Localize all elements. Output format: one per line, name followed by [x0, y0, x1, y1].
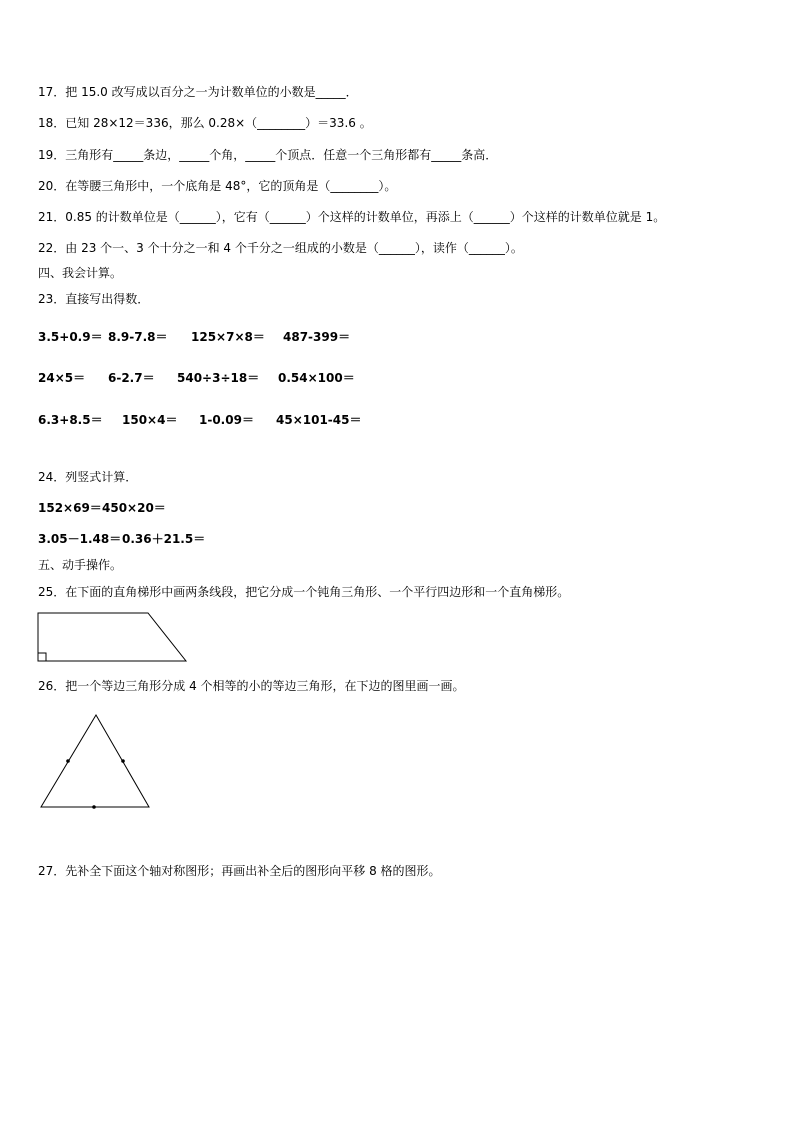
- calc-item: 6.3+8.5＝: [38, 413, 103, 427]
- trapezoid-outline: [38, 613, 186, 661]
- calc-item: 1-0.09＝: [199, 413, 254, 427]
- calc-row-3: [38, 412, 361, 428]
- section-four-heading: 四、我会计算。: [38, 266, 123, 280]
- question-17: 17．把 15.0 改写成以百分之一为计数单位的小数是_____．: [38, 85, 358, 99]
- question-23-title: 23．直接写出得数．: [38, 292, 150, 306]
- question-24-title: 24．列竖式计算．: [38, 470, 138, 484]
- calc-item: 0.54×100＝: [278, 371, 355, 385]
- calc-item: 45×101-45＝: [276, 413, 362, 427]
- midpoint-dot-bottom: [92, 805, 96, 809]
- calc-item: 540÷3÷18＝: [177, 371, 260, 385]
- question-26: 26．把一个等边三角形分成 4 个相等的小的等边三角形，在下边的图里画一画。: [38, 679, 465, 693]
- vertical-calc-row-1: [38, 500, 166, 516]
- calc-item: 487-399＝: [283, 330, 351, 344]
- section-five-heading: 五、动手操作。: [38, 558, 123, 572]
- calc-row-1: [38, 329, 350, 345]
- calc-item: 450×20＝: [102, 501, 166, 515]
- calc-row-2: [38, 370, 355, 386]
- calc-item: 8.9-7.8＝: [108, 330, 168, 344]
- question-25: 25．在下面的直角梯形中画两条线段，把它分成一个钝角三角形、一个平行四边形和一个直角梯形。: [38, 585, 570, 599]
- calc-item: 0.36＋21.5＝: [122, 532, 206, 546]
- vertical-calc-row-2: [38, 531, 205, 547]
- calc-item: 152×69＝: [38, 501, 102, 515]
- calc-item: 3.05－1.48＝: [38, 532, 122, 546]
- equilateral-triangle-figure: [38, 712, 152, 812]
- triangle-outline: [41, 715, 149, 807]
- question-27: 27．先补全下面这个轴对称图形；再画出补全后的图形向平移 8 格的图形。: [38, 864, 441, 878]
- question-22: 22．由 23 个一、3 个十分之一和 4 个千分之一组成的小数是（______），读作（______）。: [38, 241, 523, 255]
- question-20: 20．在等腰三角形中，一个底角是 48°，它的顶角是（________）。: [38, 179, 397, 193]
- question-21: 21．0.85 的计数单位是（______），它有（______）个这样的计数单位，再添上（______）个这样的计数单位就是 1。: [38, 210, 666, 224]
- question-19: 19．三角形有_____条边，_____个角，_____个顶点．任意一个三角形都有_____条高．: [38, 148, 498, 162]
- midpoint-dot-left: [66, 759, 70, 763]
- question-18: 18．已知 28×12＝336，那么 0.28×（________）＝33.6 。: [38, 116, 372, 130]
- calc-item: 6-2.7＝: [108, 371, 155, 385]
- midpoint-dot-right: [121, 759, 125, 763]
- right-trapezoid-figure: [37, 612, 189, 664]
- calc-item: 24×5＝: [38, 371, 86, 385]
- calc-item: 150×4＝: [122, 413, 178, 427]
- right-angle-mark: [38, 653, 46, 661]
- calc-item: 125×7×8＝: [191, 330, 265, 344]
- calc-item: 3.5+0.9＝: [38, 330, 103, 344]
